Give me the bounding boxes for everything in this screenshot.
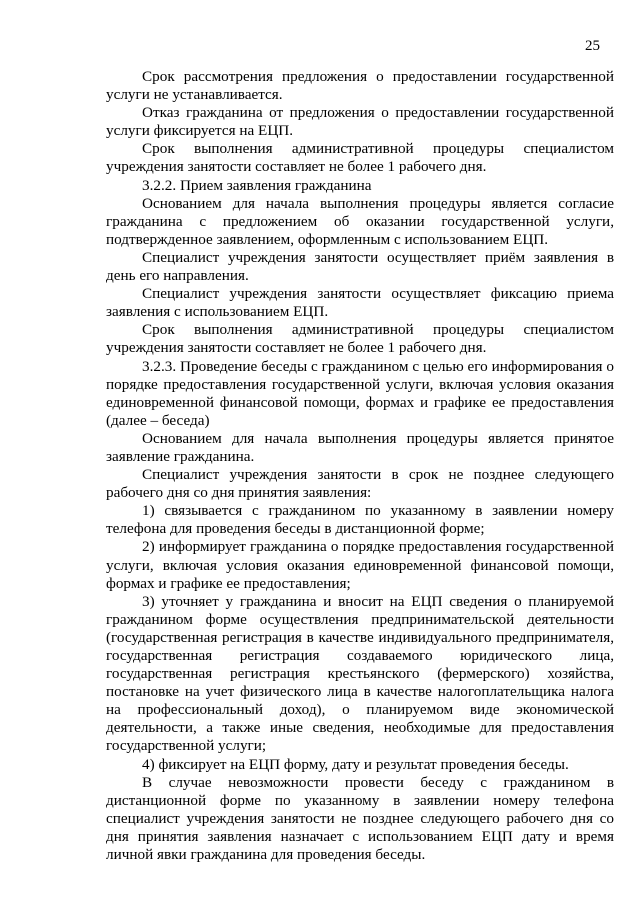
section-heading: 3.2.2. Прием заявления гражданина (142, 176, 372, 194)
page-number: 25 (585, 38, 600, 54)
list-item: 2) информирует гражданина о порядке предоставления государственной услуги, включая условия оказания единовременной финансовой помощи, формах и графике ее предоставления; (106, 538, 614, 592)
paragraph: Основанием для начала выполнения процедуры является принятое заявление гражданина. (106, 429, 614, 465)
list-item: 4) фиксирует на ЕЦП форму, дату и результат проведения беседы. (142, 755, 569, 773)
paragraph: Основанием для начала выполнения процедуры является согласие гражданина с предложением об оказании государственной услуги, подтвержденное заявлением, оформленным с использованием ЕЦП. (106, 194, 614, 248)
paragraph: Отказ гражданина от предложения о предоставлении государственной услуги фиксируется на ЕЦП. (106, 104, 614, 140)
paragraph: Специалист учреждения занятости осуществляет фиксацию приема заявления с использованием ЕЦП. (106, 285, 614, 321)
document-body (106, 68, 614, 864)
paragraph: Срок выполнения административной процедуры специалистом учреждения занятости составляет не более 1 рабочего дня. (106, 140, 614, 176)
paragraph: Срок рассмотрения предложения о предоставлении государственной услуги не устанавливается. (106, 68, 614, 104)
list-item: 3) уточняет у гражданина и вносит на ЕЦП сведения о планируемой гражданином форме осуществления предпринимательской деятельности (государственная регистрация в качестве индивидуального предпринимателя, государственная регистрация создаваемого юридического лица, государственная регистрация крестьянского (фермерского) хозяйства, постановке на учет физического лица в качестве налогоплательщика налога на профессиональный доход), о планируемом виде экономической деятельности, а также иные сведения, необходимые для предоставления государственной услуги; (106, 592, 614, 755)
paragraph: Специалист учреждения занятости в срок не позднее следующего рабочего дня со дня принятия заявления: (106, 466, 614, 502)
paragraph: В случае невозможности провести беседу с гражданином в дистанционной форме по указанному в заявлении номеру телефона специалист учреждения занятости не позднее следующего рабочего дня со дня принятия заявления назначает с использованием ЕЦП дату и время личной явки гражданина для проведения беседы. (106, 773, 614, 864)
paragraph: Специалист учреждения занятости осуществляет приём заявления в день его направления. (106, 248, 614, 285)
section-heading: 3.2.3. Проведение беседы с гражданином с целью его информирования о порядке предоставления государственной услуги, включая условия оказания единовременной финансовой помощи, формах и графике ее предоставления (далее – беседа) (106, 357, 614, 429)
list-item: 1) связывается с гражданином по указанному в заявлении номеру телефона для проведения беседы в дистанционной форме; (106, 502, 614, 538)
paragraph: Срок выполнения административной процедуры специалистом учреждения занятости составляет не более 1 рабочего дня. (106, 321, 614, 357)
